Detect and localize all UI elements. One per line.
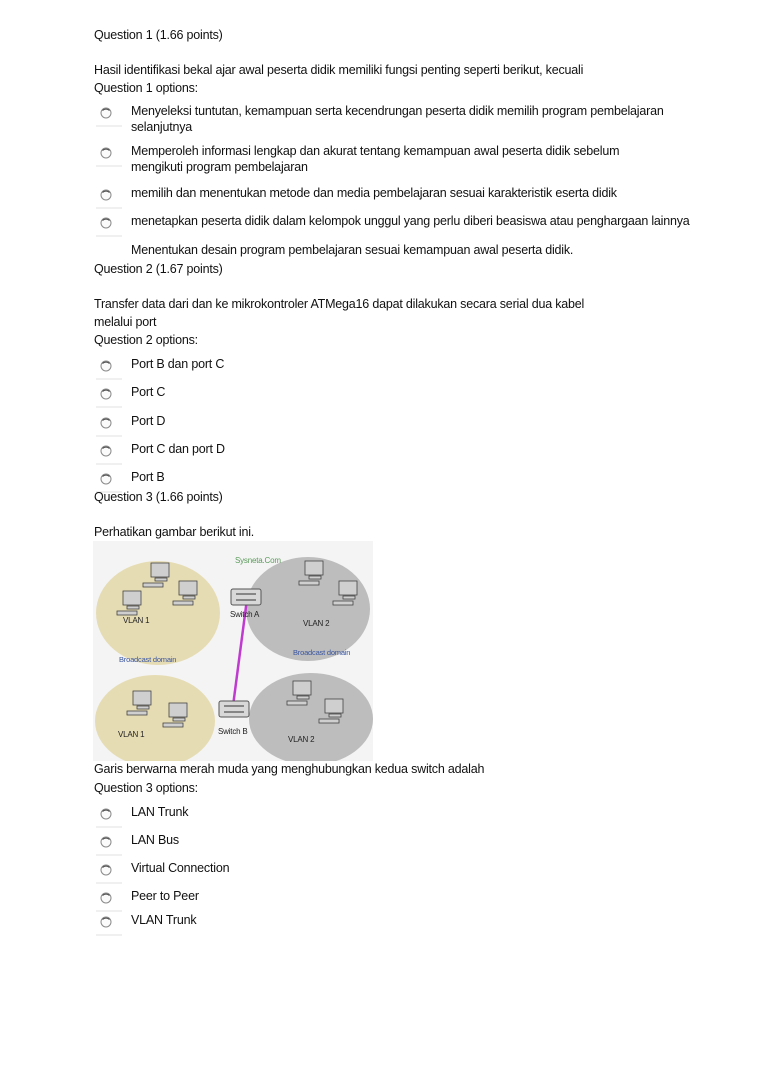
vlan2-top-label: VLAN 2 xyxy=(303,619,330,628)
q3-option-4-text: Peer to Peer xyxy=(131,889,199,903)
question-3-options-label: Question 3 options: xyxy=(94,781,198,795)
q1-option-1-text xyxy=(131,103,664,135)
q2-option-2[interactable] xyxy=(96,384,756,416)
vlan1-top-label: VLAN 1 xyxy=(123,616,150,625)
vlan1-bottom-label: VLAN 1 xyxy=(118,730,145,739)
switch-b-icon xyxy=(219,701,249,717)
q3-option-2-text: LAN Bus xyxy=(131,833,179,847)
vlan2-bottom-label: VLAN 2 xyxy=(288,735,315,744)
question-3-question: Garis berwarna merah muda yang menghubungkan kedua switch adalah xyxy=(94,762,485,776)
vlan-network-diagram xyxy=(93,541,373,761)
radio-button-icon[interactable] xyxy=(96,215,124,237)
q2-option-5-text: Port B xyxy=(131,470,165,484)
question-3-header: Question 3 (1.66 points) xyxy=(94,490,223,504)
radio-button-icon[interactable] xyxy=(96,834,124,856)
switch-a-icon xyxy=(231,589,261,605)
question-2-header: Question 2 (1.67 points) xyxy=(94,262,223,276)
q3-option-3-text: Virtual Connection xyxy=(131,861,230,875)
switch-b-label: Switch B xyxy=(218,727,248,736)
vlan-diagram-svg xyxy=(93,541,373,761)
question-1-options-label: Question 1 options: xyxy=(94,81,198,95)
radio-button-icon[interactable] xyxy=(96,862,124,884)
q2-option-2-text: Port C xyxy=(131,385,166,399)
radio-button-icon[interactable] xyxy=(96,415,124,437)
watermark-text: Sysneta.Com xyxy=(235,556,281,565)
q1-option-4[interactable] xyxy=(96,213,756,245)
radio-button-icon[interactable] xyxy=(96,806,124,828)
q2-option-3-text: Port D xyxy=(131,414,166,428)
q1-option-4-text: menetapkan peserta didik dalam kelompok unggul yang perlu diberi beasiswa atau penghargaan lainnya xyxy=(131,214,690,228)
q1-option-2-line1: Memperoleh informasi lengkap dan akurat tentang kemampuan awal peserta didik sebelum xyxy=(131,144,620,158)
q1-option-1-line1: Menyeleksi tuntutan, kemampuan serta kecendrungan peserta didik memilih program pembelajaran xyxy=(131,104,664,118)
q1-option-1-line2: selanjutnya xyxy=(131,120,193,134)
q1-option-3-text: memilih dan menentukan metode dan media pembelajaran sesuai karakteristik eserta didik xyxy=(131,186,617,200)
question-2-prompt-line1: Transfer data dari dan ke mikrokontroler ATMega16 dapat dilakukan secara serial dua kabel xyxy=(94,297,585,311)
question-3-prompt: Perhatikan gambar berikut ini. xyxy=(94,525,255,539)
switch-a-label: Switch A xyxy=(230,610,260,619)
radio-button-icon[interactable] xyxy=(96,105,124,127)
radio-button-icon[interactable] xyxy=(96,890,124,912)
radio-button-icon[interactable] xyxy=(96,358,124,380)
q1-option-2-text xyxy=(131,143,619,175)
q2-option-4-text: Port C dan port D xyxy=(131,442,225,456)
q1-option-1[interactable] xyxy=(96,103,756,135)
radio-button-icon[interactable] xyxy=(96,386,124,408)
question-1-header: Question 1 (1.66 points) xyxy=(94,28,223,42)
q2-option-1-text: Port B dan port C xyxy=(131,357,225,371)
radio-button-icon[interactable] xyxy=(96,443,124,465)
q3-option-5-text: VLAN Trunk xyxy=(131,913,197,927)
question-2-options-label: Question 2 options: xyxy=(94,333,198,347)
broadcast-left-label: Broadcast domain xyxy=(119,655,177,664)
broadcast-right-label: Broadcast domain xyxy=(293,648,351,657)
q1-option-2-line2: mengikuti program pembelajaran xyxy=(131,160,308,174)
radio-button-icon[interactable] xyxy=(96,145,124,167)
q1-option-5-text: Menentukan desain program pembelajaran sesuai kemampuan awal peserta didik. xyxy=(131,243,574,257)
radio-button-icon[interactable] xyxy=(96,187,124,209)
q3-option-1-text: LAN Trunk xyxy=(131,805,189,819)
q3-option-5[interactable] xyxy=(96,912,756,944)
q1-option-2[interactable] xyxy=(96,143,756,175)
radio-button-icon[interactable] xyxy=(96,914,124,936)
question-2-prompt-line2: melalui port xyxy=(94,315,157,329)
question-1-prompt: Hasil identifikasi bekal ajar awal peserta didik memiliki fungsi penting seperti berikut, kecuali xyxy=(94,63,584,77)
